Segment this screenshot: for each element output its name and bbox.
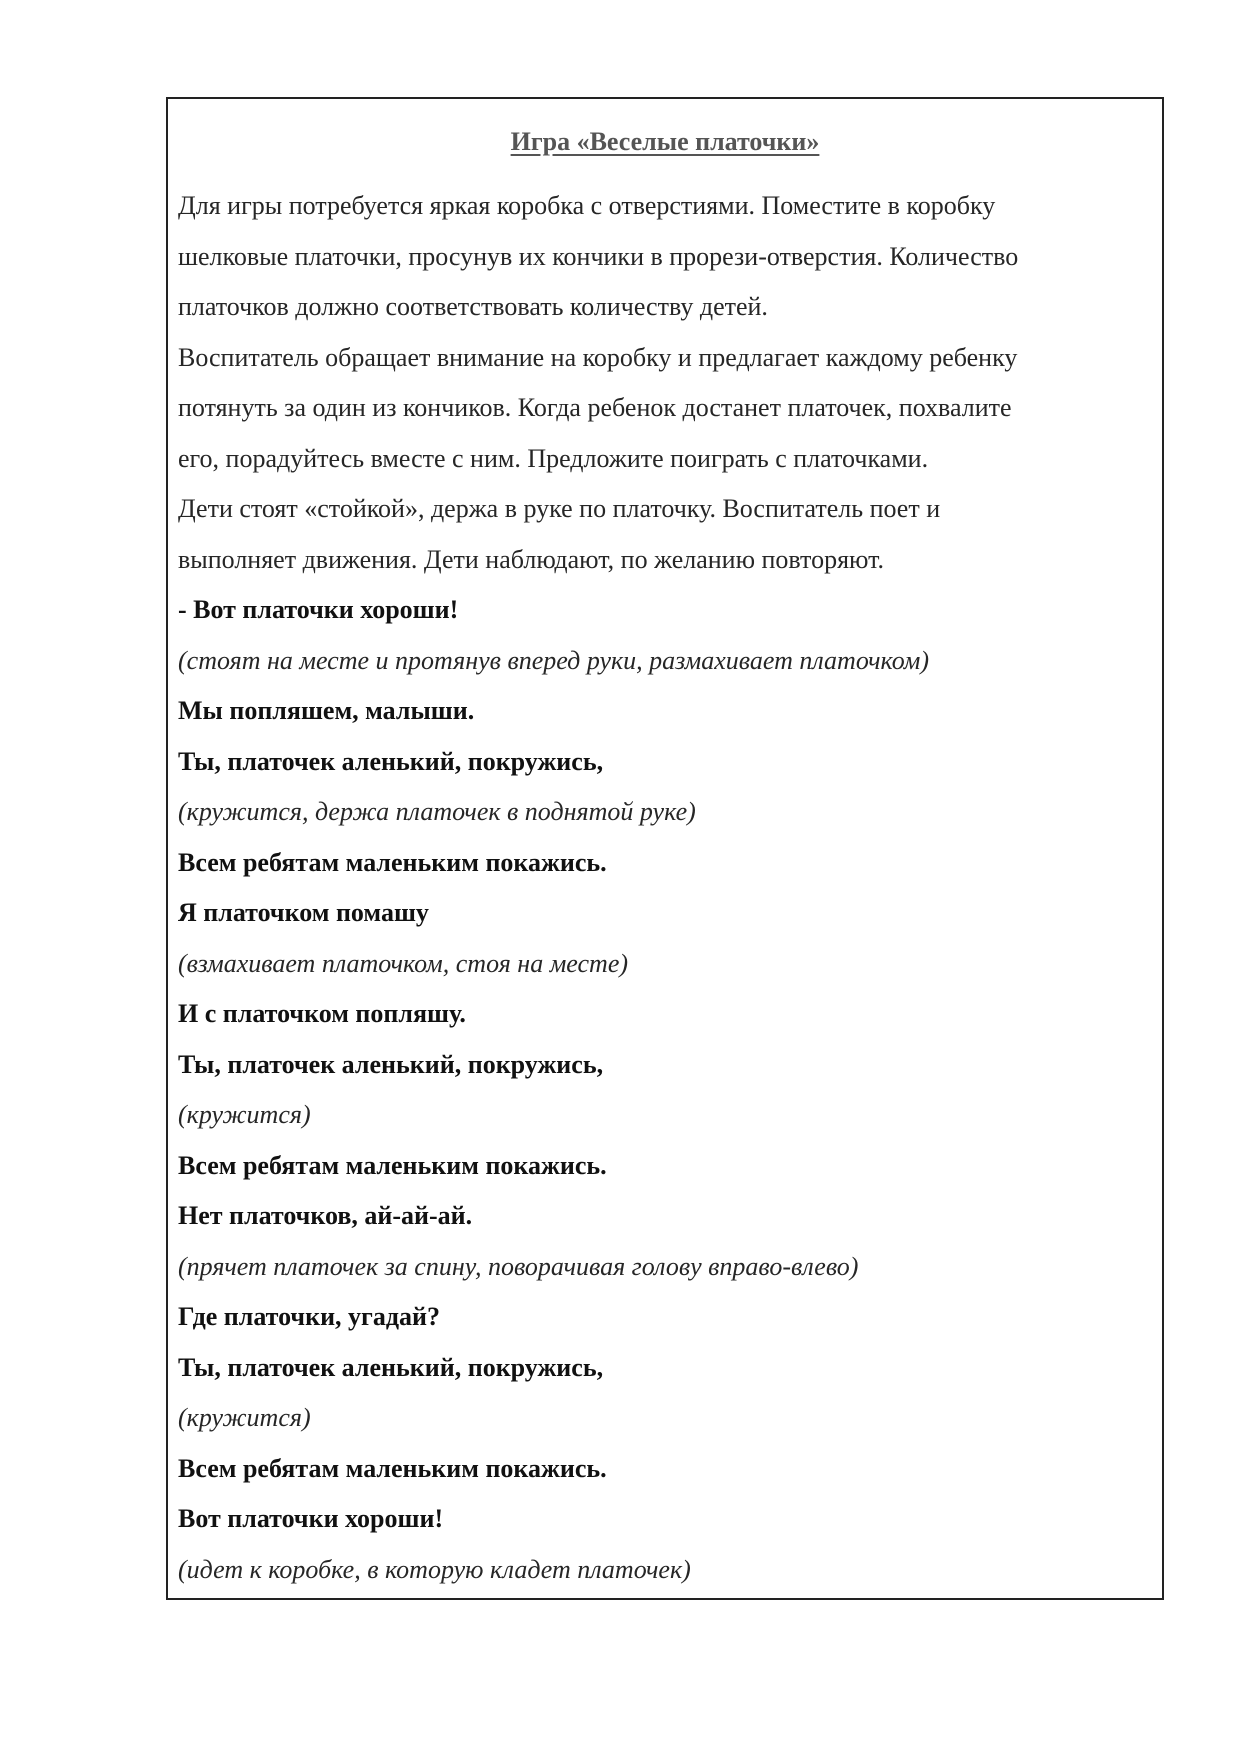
document-frame: [166, 97, 1164, 1600]
stage-direction: (прячет платочек за спину, поворачивая голову вправо-влево): [178, 1251, 859, 1281]
song-line: Ты, платочек аленький, покружись,: [178, 1352, 604, 1382]
intro-line: выполняет движения. Дети наблюдают, по желанию повторяют.: [178, 544, 885, 574]
intro-line: потянуть за один из кончиков. Когда ребенок достанет платочек, похвалите: [178, 393, 1012, 422]
song-line: Я платочком помашу: [178, 898, 429, 927]
song-line: Нет платочков, ай-ай-ай.: [178, 1201, 473, 1230]
stage-direction: (кружится, держа платочек в поднятой руке): [178, 797, 696, 826]
stage-direction: (взмахивает платочком, стоя на месте): [178, 948, 629, 978]
stage-direction: (стоят на месте и протянув вперед руки, размахивает платочком): [178, 645, 929, 675]
song-line: - Вот платочки хороши!: [178, 595, 459, 624]
document-title: Игра «Веселые платочки»: [510, 127, 820, 156]
song-line: И с платочком попляшу.: [178, 999, 466, 1028]
document-body: [178, 181, 1142, 1595]
song-line: Вот платочки хороши!: [178, 1504, 444, 1533]
song-line: Где платочки, угадай?: [178, 1302, 440, 1331]
stage-direction: (кружится): [178, 1403, 311, 1432]
stage-direction: (кружится): [178, 1100, 311, 1129]
intro-line: его, порадуйтесь вместе с ним. Предложите поиграть с платочками.: [178, 443, 929, 473]
song-line: Всем ребятам маленьким покажись.: [178, 1453, 607, 1483]
intro-line: шелковые платочки, просунув их кончики в прорези-отверстия. Количество: [178, 241, 1019, 271]
song-line: Ты, платочек аленький, покружись,: [178, 1049, 604, 1079]
intro-line: Для игры потребуется яркая коробка с отверстиями. Поместите в коробку: [178, 191, 996, 220]
intro-line: Воспитатель обращает внимание на коробку и предлагает каждому ребенку: [178, 342, 1018, 372]
song-line: Всем ребятам маленьким покажись.: [178, 1150, 607, 1180]
song-line: Ты, платочек аленький, покружись,: [178, 746, 604, 776]
stage-direction: (идет к коробке, в которую кладет платочек): [178, 1554, 691, 1584]
intro-line: Дети стоят «стойкой», держа в руке по платочку. Воспитатель поет и: [178, 494, 941, 523]
intro-line: платочков должно соответствовать количеству детей.: [178, 292, 768, 321]
song-line: Мы попляшем, малыши.: [178, 696, 475, 725]
song-line: Всем ребятам маленьким покажись.: [178, 847, 607, 877]
